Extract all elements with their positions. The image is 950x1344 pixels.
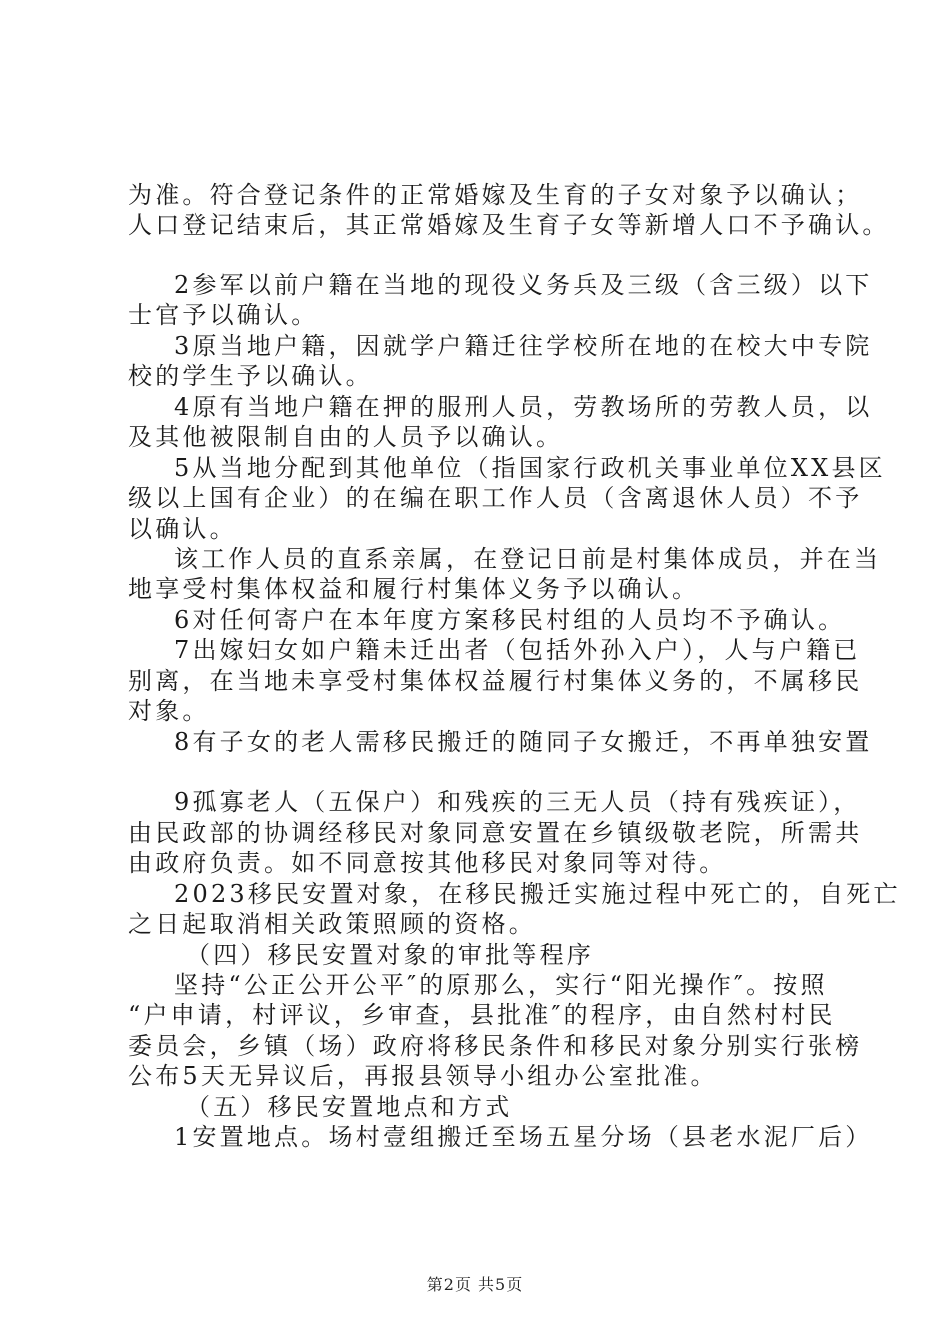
text-line: 以确认。: [128, 515, 237, 543]
text-line: 士官予以确认。: [128, 301, 319, 329]
text-line: 2参军以前户籍在当地的现役义务兵及三级（含三级）以下: [174, 271, 873, 299]
text-line: 别离，在当地未享受村集体权益履行村集体义务的，不属移民: [128, 667, 863, 695]
text-line: 坚持“公正公开公平″的原那么，实行“阳光操作″。按照: [174, 971, 828, 999]
text-line: “户申请，村评议，乡审查，县批准″的程序，由自然村村民: [128, 1001, 836, 1029]
section-heading: （四）移民安置对象的审批等程序: [186, 941, 594, 969]
text-line: 级以上国有企业）的在编在职工作人员（含离退休人员）不予: [128, 484, 863, 512]
text-line: 8有子女的老人需移民搬迁的随同子女搬迁，不再单独安置: [174, 728, 873, 756]
text-line: 9孤寡老人（五保户）和残疾的三无人员（持有残疾证），: [174, 788, 861, 816]
text-line: 人口登记结束后，其正常婚嫁及生育子女等新增人口不予确认。: [128, 211, 890, 239]
text-line: 该工作人员的直系亲属，在登记日前是村集体成员，并在当: [174, 545, 882, 573]
text-line: 校的学生予以确认。: [128, 362, 373, 390]
text-line: 3原当地户籍，因就学户籍迁往学校所在地的在校大中专院: [174, 332, 873, 360]
text-line: 7出嫁妇女如户籍未迁出者（包括外孙入户），人与户籍已: [174, 636, 861, 664]
text-line: 2023移民安置对象，在移民搬迁实施过程中死亡的，自死亡: [174, 880, 901, 908]
text-line: 及其他被限制自由的人员予以确认。: [128, 423, 564, 451]
text-line: 之日起取消相关政策照顾的资格。: [128, 910, 536, 938]
section-heading: （五）移民安置地点和方式: [186, 1093, 513, 1121]
text-line: 为准。符合登记条件的正常婚嫁及生育的子女对象予以确认；: [128, 181, 863, 209]
text-line: 对象。: [128, 697, 210, 725]
text-line: 1安置地点。场村壹组搬迁至场五星分场（县老水泥厂后）: [174, 1123, 873, 1151]
text-line: 由政府负责。如不同意按其他移民对象同等对待。: [128, 849, 727, 877]
text-line: 5从当地分配到其他单位（指国家行政机关事业单位XX县区: [174, 454, 886, 482]
text-line: 6对任何寄户在本年度方案移民村组的人员均不予确认。: [174, 606, 846, 634]
text-line: 由民政部的协调经移民对象同意安置在乡镇级敬老院，所需共: [128, 819, 863, 847]
text-line: 公布5天无异议后，再报县领导小组办公室批准。: [128, 1062, 718, 1090]
text-line: 委员会，乡镇（场）政府将移民条件和移民对象分别实行张榜: [128, 1032, 863, 1060]
text-line: 4原有当地户籍在押的服刑人员，劳教场所的劳教人员，以: [174, 393, 873, 421]
page-number: 第2页 共5页: [426, 1275, 524, 1294]
text-line: 地享受村集体权益和履行村集体义务予以确认。: [128, 575, 700, 603]
